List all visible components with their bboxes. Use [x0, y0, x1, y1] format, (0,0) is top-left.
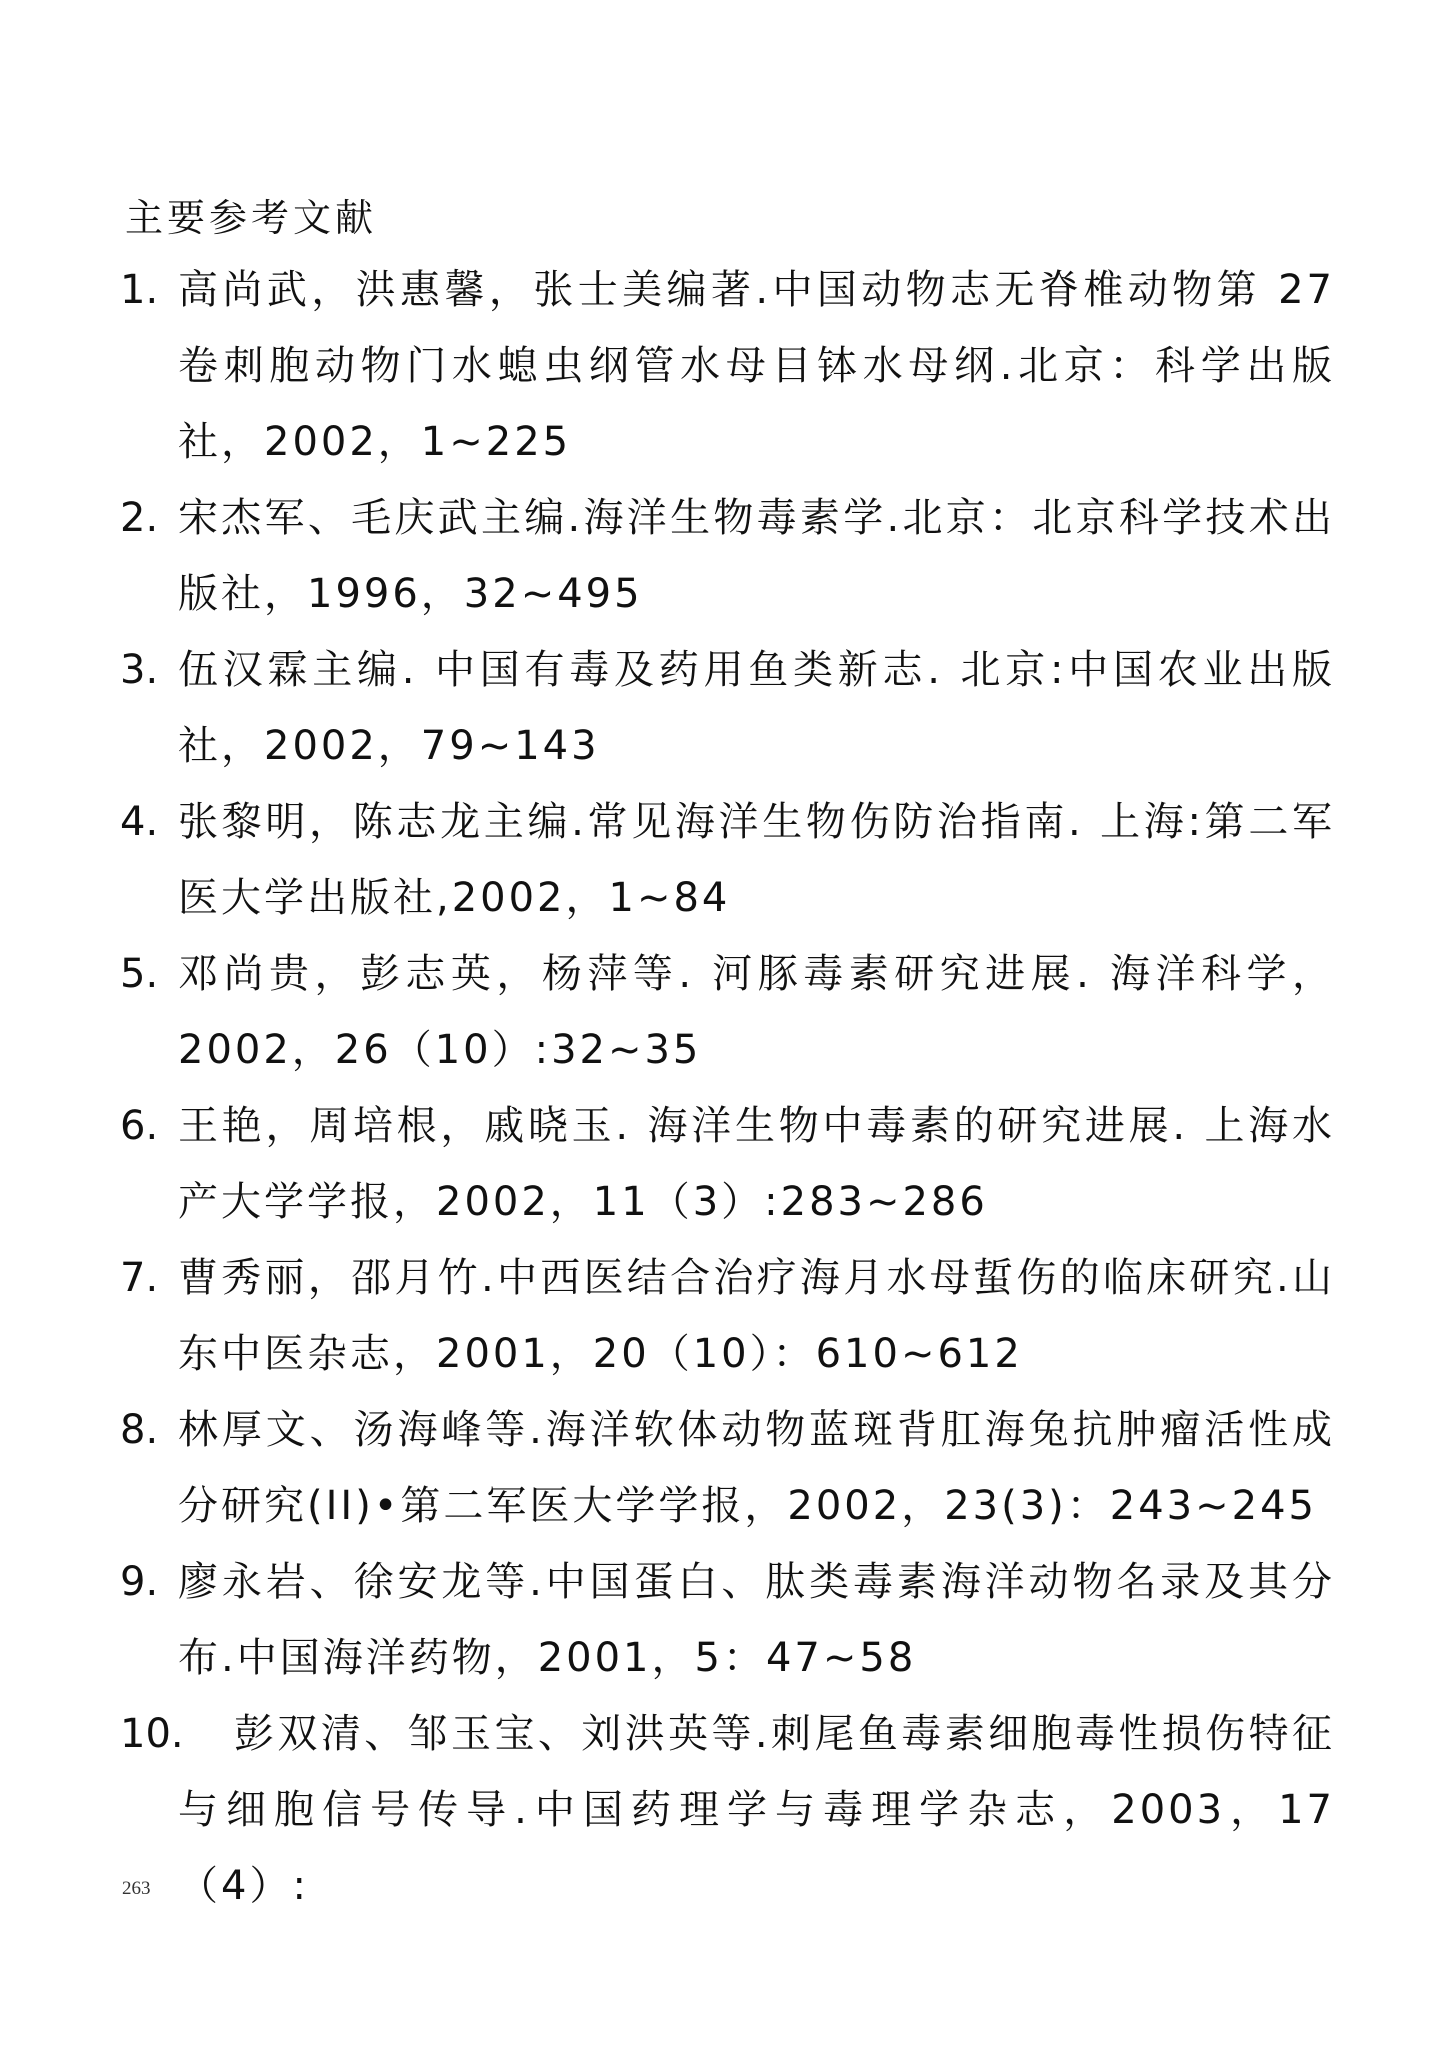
reference-number: 6.: [120, 1103, 159, 1149]
reference-number: 3.: [120, 647, 159, 693]
reference-text: 林厚文、汤海峰等.海洋软体动物蓝斑背肛海兔抗肿瘤活性成分研究(II)•第二军医大学学报，2002，23(3)：243~245: [178, 1407, 1335, 1529]
reference-item: [120, 252, 1335, 480]
reference-number: 7.: [120, 1255, 159, 1301]
reference-item: [120, 936, 1335, 1088]
reference-text: 曹秀丽，邵月竹.中西医结合治疗海月水母蜇伤的临床研究.山东中医杂志，2001，20（10）：610~612: [178, 1255, 1335, 1377]
reference-text: 王艳，周培根，戚晓玉. 海洋生物中毒素的研究进展. 上海水产大学学报，2002，11（3）:283~286: [178, 1103, 1335, 1225]
reference-number: 1.: [120, 267, 159, 313]
references-heading: 主要参考文献: [125, 196, 378, 240]
reference-item: [120, 1392, 1335, 1544]
reference-item: [120, 1088, 1335, 1240]
reference-text: 高尚武，洪惠馨，张士美编著.中国动物志无脊椎动物第 27 卷刺胞动物门水螅虫纲管水母目钵水母纲.北京：科学出版社，2002，1~225: [178, 267, 1335, 465]
reference-item: [120, 632, 1335, 784]
reference-text: 宋杰军、毛庆武主编.海洋生物毒素学.北京：北京科学技术出版社，1996，32~495: [178, 495, 1335, 617]
reference-text: 廖永岩、徐安龙等.中国蛋白、肽类毒素海洋动物名录及其分布.中国海洋药物，2001，5：47~58: [178, 1559, 1335, 1681]
reference-text: 邓尚贵，彭志英，杨萍等. 河豚毒素研究进展. 海洋科学，2002，26（10）:32~35: [178, 951, 1335, 1073]
reference-number: 10.: [120, 1711, 184, 1757]
reference-number: 2.: [120, 495, 159, 541]
page-number: 263: [122, 1878, 151, 1899]
reference-item: [120, 784, 1335, 936]
reference-list: [120, 252, 1335, 1924]
reference-item: [120, 480, 1335, 632]
reference-text: 张黎明，陈志龙主编.常见海洋生物伤防治指南. 上海:第二军医大学出版社,2002，1~84: [178, 799, 1335, 921]
reference-number: 4.: [120, 799, 159, 845]
reference-item: [120, 1696, 1335, 1924]
reference-number: 8.: [120, 1407, 159, 1453]
reference-number: 9.: [120, 1559, 159, 1605]
reference-text: 彭双清、邹玉宝、刘洪英等.刺尾鱼毒素细胞毒性损伤特征与细胞信号传导.中国药理学与毒理学杂志，2003，17（4）:: [178, 1711, 1335, 1909]
reference-text: 伍汉霖主编. 中国有毒及药用鱼类新志. 北京:中国农业出版社，2002，79~143: [178, 647, 1335, 769]
reference-item: [120, 1240, 1335, 1392]
reference-item: [120, 1544, 1335, 1696]
reference-number: 5.: [120, 951, 159, 997]
